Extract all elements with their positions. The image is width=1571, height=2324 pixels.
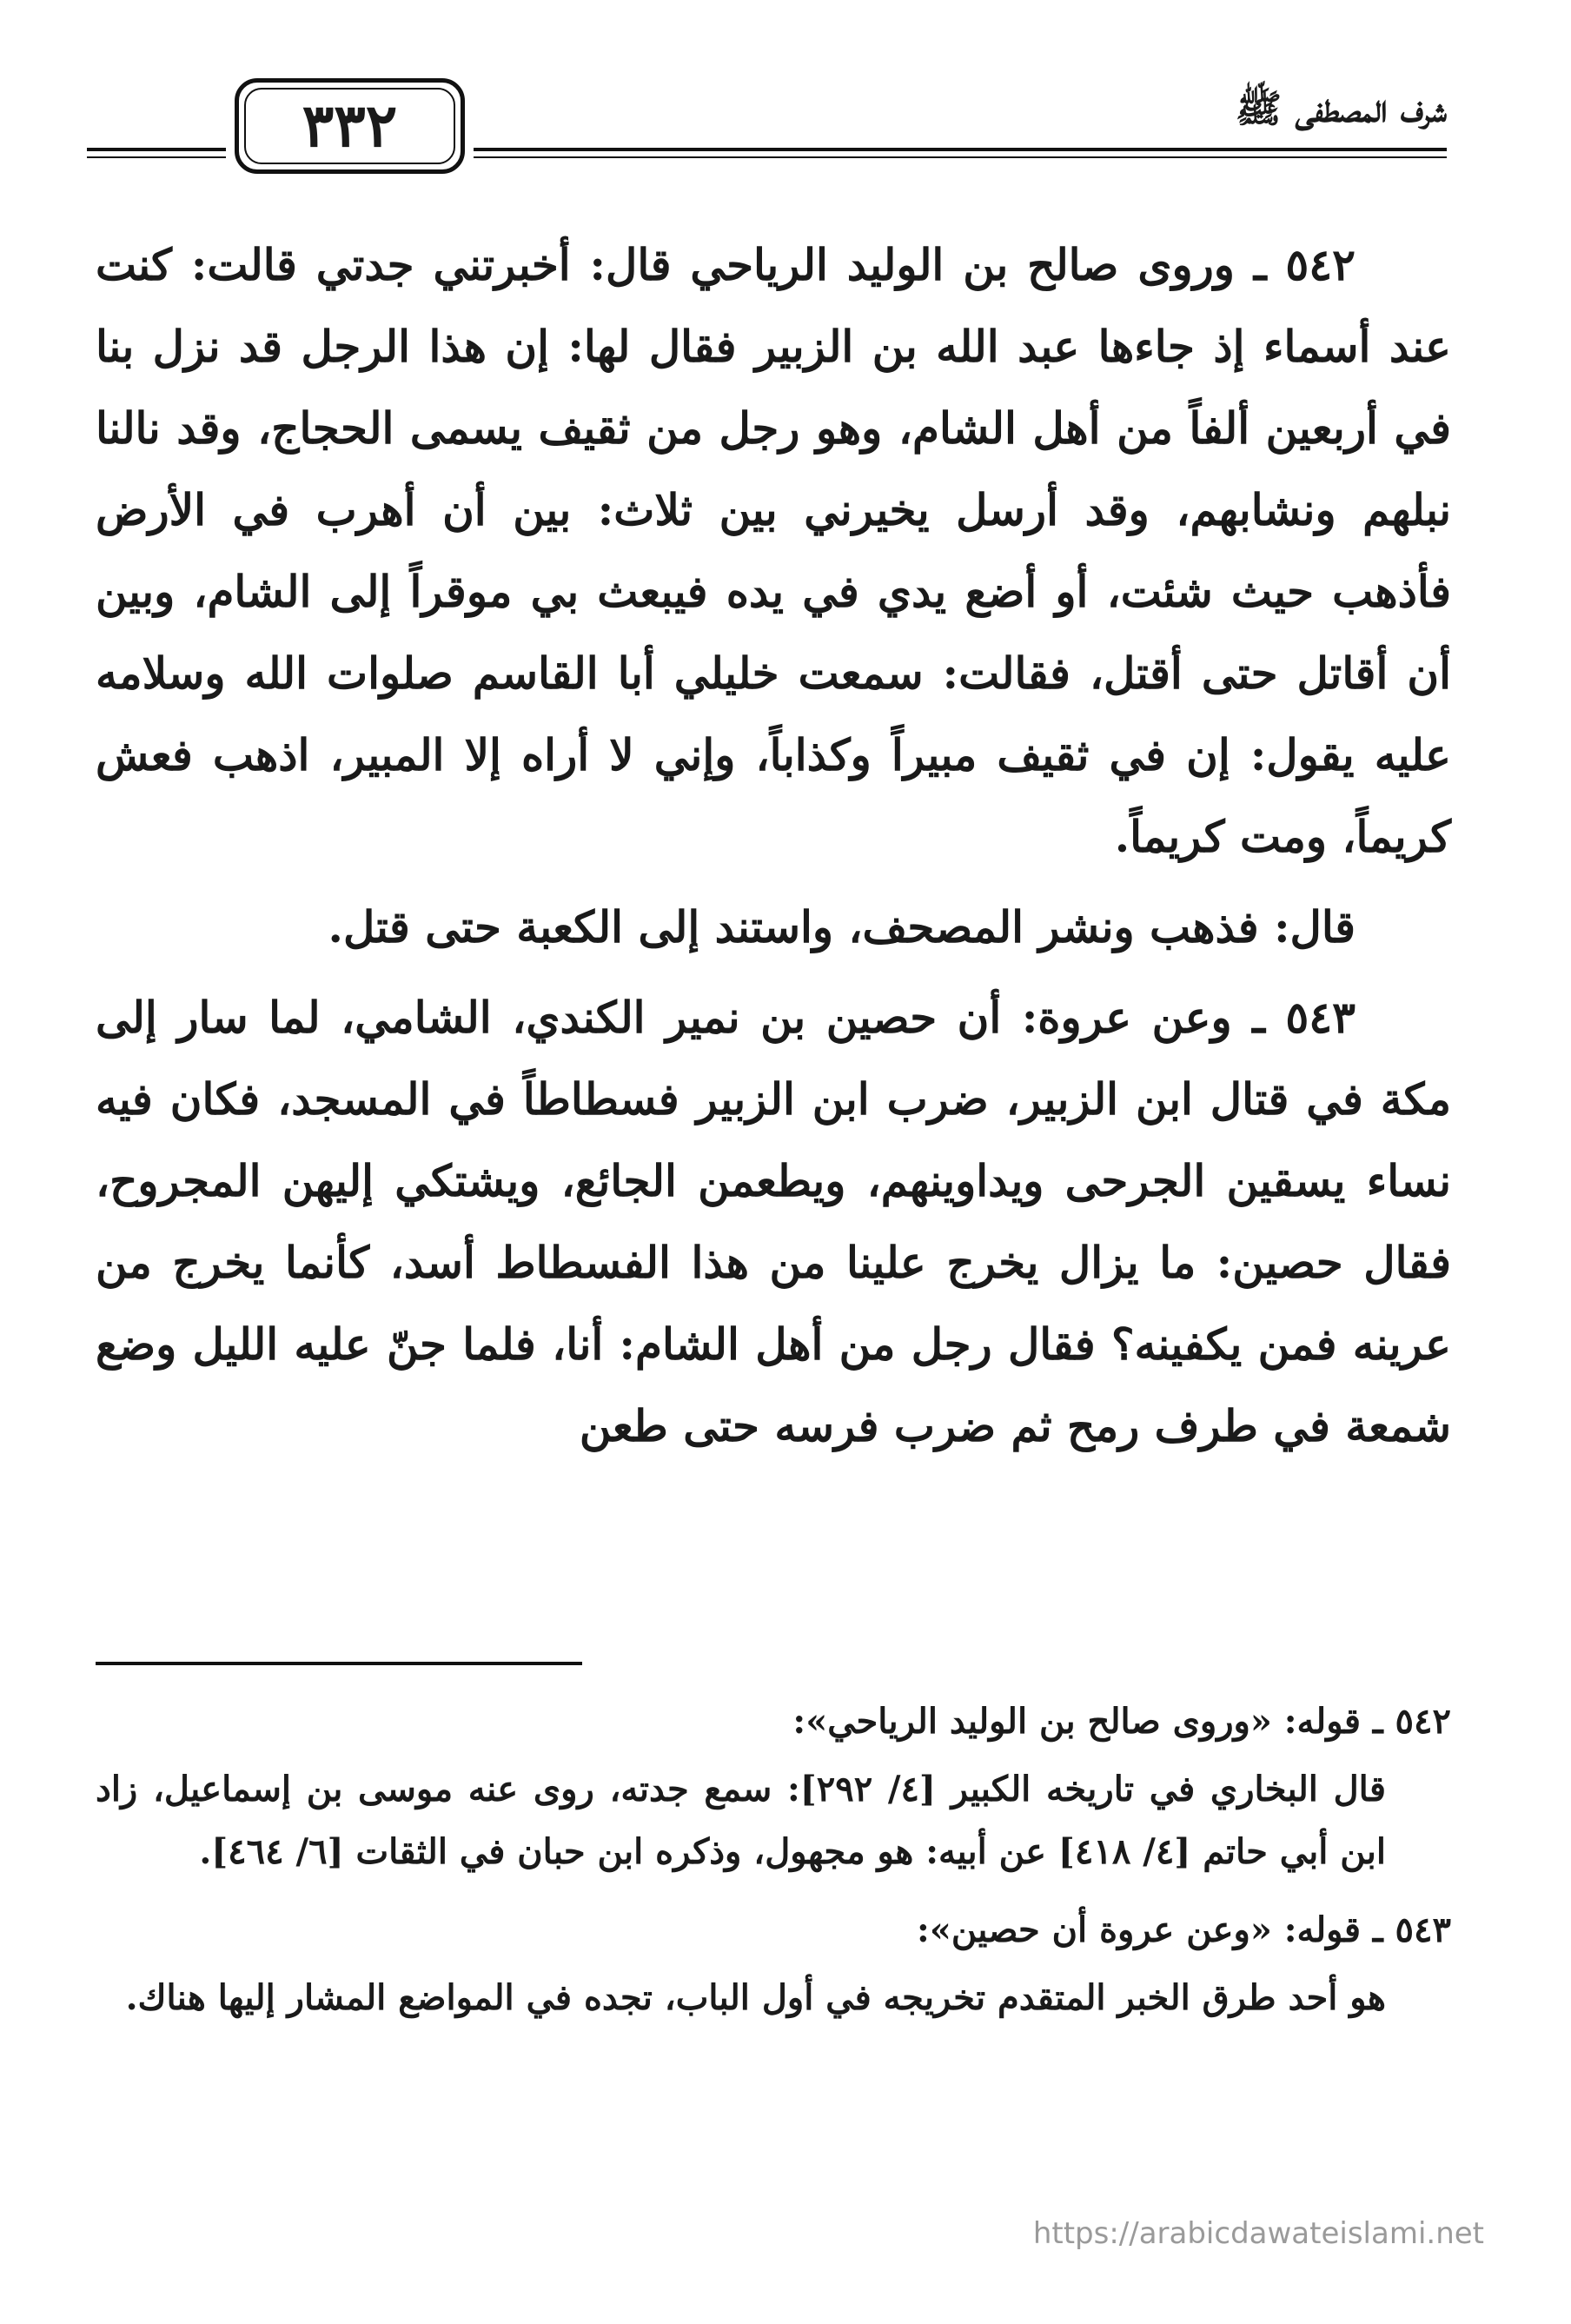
footnote-divider <box>96 1662 582 1665</box>
footnote-542-heading: ٥٤٢ ـ قوله: «وروى صالح بن الوليد الرياحي»: <box>792 1701 1451 1742</box>
running-title: شرف المصطفى ﷺ <box>1235 87 1447 131</box>
paragraph-542-continuation: قال: فذهب ونشر المصحف، واستند إلى الكعبة حتى قتل. <box>328 901 1356 953</box>
footnotes <box>96 1690 1451 2029</box>
main-text <box>96 224 1451 1467</box>
page-number-frame <box>235 78 465 174</box>
paragraph-543: ٥٤٣ ـ وعن عروة: أن حصين بن نمير الكندي، الشامي، لما سار إلى مكة في قتال ابن الزبير، ضرب ابن الزبير فسطاطاً في المسجد، فكان فيه نساء يسقين الجرحى ويداوينهم، ويطعمن الجائع، ويشتكي إليهن المجروح، فقال حصين: ما يزال يخرج علينا من هذا الفسطاط أسد، كأنما يخرج من عرينه فمن يكفينه؟ فقال رجل من أهل الشام: أنا، فلما جنّ عليه الليل وضع شمعة في طرف رمح ثم ضرب فرسه حتى طعن <box>96 992 1451 1451</box>
footnote-543-heading: ٥٤٣ ـ قوله: «وعن عروة أن حصين»: <box>917 1909 1451 1950</box>
header-rule-left <box>87 148 226 158</box>
paragraph-542: ٥٤٢ ـ وروى صالح بن الوليد الرياحي قال: أخبرتني جدتي قالت: كنت عند أسماء إذ جاءها عبد الله بن الزبير فقال لها: إن هذا الرجل قد نزل بنا في أربعين ألفاً من أهل الشام، وهو رجل من ثقيف يسمى الحجاج، وقد نالنا نبلهم ونشابهم، وقد أرسل يخيرني بين ثلاث: بين أن أهرب في الأرض فأذهب حيث شئت، أو أضع يدي في يده فيبعث بي موقراً إلى الشام، وبين أن أقاتل حتى أقتل، فقالت: سمعت خليلي أبا القاسم صلوات الله وسلامه عليه يقول: إن في ثقيف مبيراً وكذاباً، وإني لا أراه إلا المبير، اذهب فعش كريماً، ومت كريماً. <box>96 239 1451 862</box>
footnote-543-body: هو أحد طرق الخبر المتقدم تخريجه في أول الباب، تجده في المواضع المشار إليها هناك. <box>125 1977 1386 2018</box>
page-header <box>87 78 1447 183</box>
page-number: ٣٣٢ <box>302 91 398 161</box>
header-rule-right <box>474 148 1447 158</box>
site-watermark: https://arabicdawateislami.net <box>1032 2216 1484 2251</box>
footnote-542-body: قال البخاري في تاريخه الكبير [٤/ ٢٩٢]: سمع جدته، روى عنه موسى بن إسماعيل، زاد ابن أبي حاتم [٤/ ٤١٨] عن أبيه: هو مجهول، وذكره ابن حبان في الثقات [٦/ ٤٦٤]. <box>96 1769 1386 1872</box>
